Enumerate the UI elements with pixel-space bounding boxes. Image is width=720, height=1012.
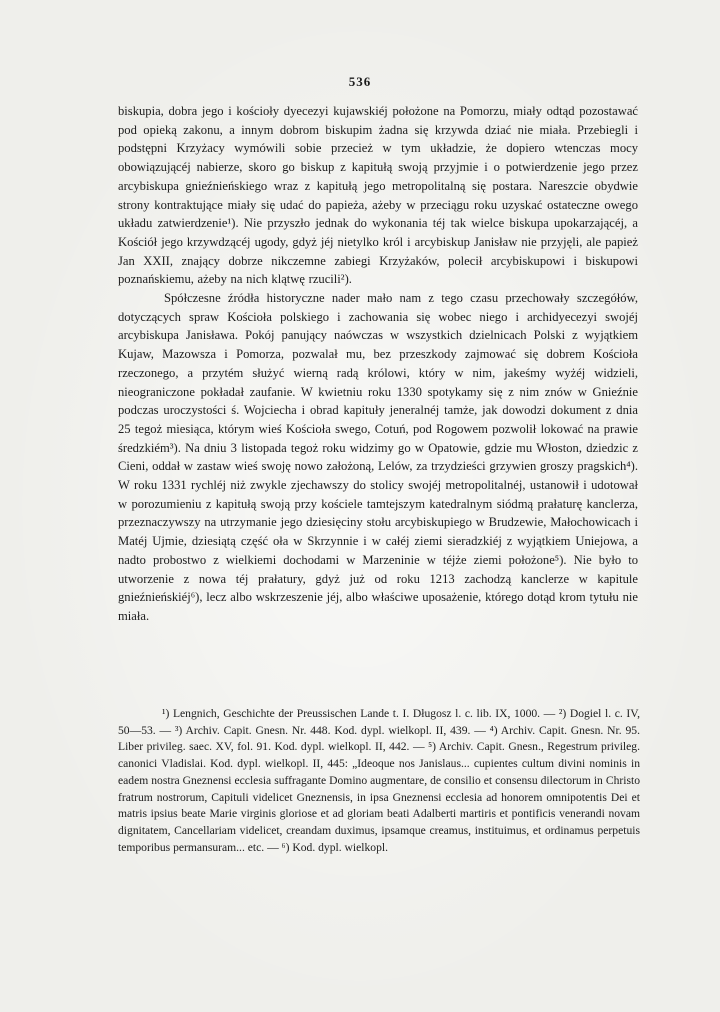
footnote-block: ¹) Lengnich, Geschichte der Preussischen Lande t. I. Długosz l. c. lib. IX, 1000. — ²) Dogiel l. c. IV, 50—53. — ³) Archiv. Capit. Gnesn. Nr. 448. Kod. dypl. wielkopl. II, 439. — ⁴) Archiv. Capit. Gnesn. Nr. 95. Liber privileg. saec. XV, fol. 91. Kod. dypl. wielkopl. II, 442. — ⁵) Archiv. Capit. Gnesn., Regestrum privileg. canonici Vladislai. Kod. dypl. wielkopl. II, 445: „Ideoque nos Janislaus... cupientes cultum divini nominis in eadem nostra Gneznensi ecclesia suffragante Domino augmentare, de consilio et consensu dilectorum in Christo fratrum nostrorum, Capituli videlicet Gneznensis, in ipsa Gneznensi ecclesia ad honorem omnipotentis Dei et matris ipsius beate Marie virginis gloriose et ad gloriam beati Adalberti martiris et pontificis venerandi novam dignitatem, Cancellariam videlicet, creandam duximus, ipsamque creamus, instituimus, et ordinamus perpetuis temporibus permansuram... etc. — ⁶) Kod. dypl. wielkopl. — [118, 707, 640, 854]
page-number: 536 — [348, 74, 372, 89]
paragraph-1: biskupia, dobra jego i kościoły dyecezyi kujawskiéj położone na Pomorzu, miały odtąd pozostawać pod opieką zakonu, a innym dobrom biskupim żadna się krzywda dziać nie miała. Przebiegli i podstępni Krzyżacy wymówili sobie przecież w tym układzie, że dopiero wtenczas mocy obowiązującéj nabierze, skoro go biskup z kapitułą swoją przyjmie i o potwierdzenie jego przez arcybiskupa gnieźnieńskiego wraz z kapitułą jego metropolitalną się postara. Nareszcie obydwie strony kontraktujące miały się udać do papieża, ażeby w przeciągu roku uzyskać ostateczne owego układu zatwierdzenie¹). Nie przyszło jednak do wykonania téj tak wielce biskupa upokarzającéj, a Kościół jego krzywdzącéj ugody, gdyż jéj nietylko król i arcybiskup Janisław nie przyjęli, ale papież Jan XXII, znający dobrze nikczemne zabiegi Krzyżaków, polecił arcybiskupowi i biskupowi poznańskiemu, ażeby na nich klątwę rzucili²). — [118, 104, 638, 287]
footnotes — [118, 706, 640, 856]
paragraph-2: Spółczesne źródła historyczne nader mało nam z tego czasu przechowały szczegółów, dotyczących spraw Kościoła polskiego i zachowania się wobec niego i archidyecezyi swojéj arcybiskupa Janisława. Pokój panujący naówczas w wszystkich dzielnicach Polski z wyjątkiem Kujaw, Mazowsza i Pomorza, pozwalał mu, bez przeszkody zajmować się dobrem Kościoła rzeczonego, a przytém służyć wierną radą królowi, który w nim, jakeśmy wyżéj widzieli, nieograniczone pokładał zaufanie. W kwietniu roku 1330 spotykamy się z nim znów w Gnieźnie podczas uroczystości ś. Wojciecha i obrad kapituły jeneralnéj tamże, jak dowodzi dokument z dnia 25 tegoż miesiąca, którym wieś Kościoła swego, Cotuń, pod Rogowem pozwolił lokować na prawie średzkiém³). Na dniu 3 listopada tegoż roku widzimy go w Opatowie, gdzie mu Włoston, dziedzic z Cieni, oddał w zastaw wieś swoję nowo założoną, Lelów, za trzydzieści grzywien groszy pragskich⁴). W roku 1331 rychléj niż zwykle zjechawszy do stolicy swojéj metropolitalnéj, ustanowił i udotował w porozumieniu z kapitułą swoją przy kościele tamtejszym katedralnym siódmą prałaturę kanclerza, przeznaczywszy na utrzymanie jego dziesięciny stołu arcybiskupiego w Brudzewie, Małochowicach i Matéj Ujmie, dziesiątą część oła w Skrzynnie i w całéj ziemi sieradzkiéj z wyjątkiem Uniejowa, a nadto probostwo z wielkiemi dochodami w Marzeninie w téjże ziemi położone⁵). Nie było to utworzenie z nowa téj prałatury, gdyż już od roku 1213 zachodzą kanclerze w kapitule gnieźnieńskiéj⁶), lecz albo wskrzeszenie jéj, albo właściwe uposażenie, którego dotąd krom tytułu nie miała. — [118, 291, 638, 623]
main-text — [118, 102, 638, 626]
